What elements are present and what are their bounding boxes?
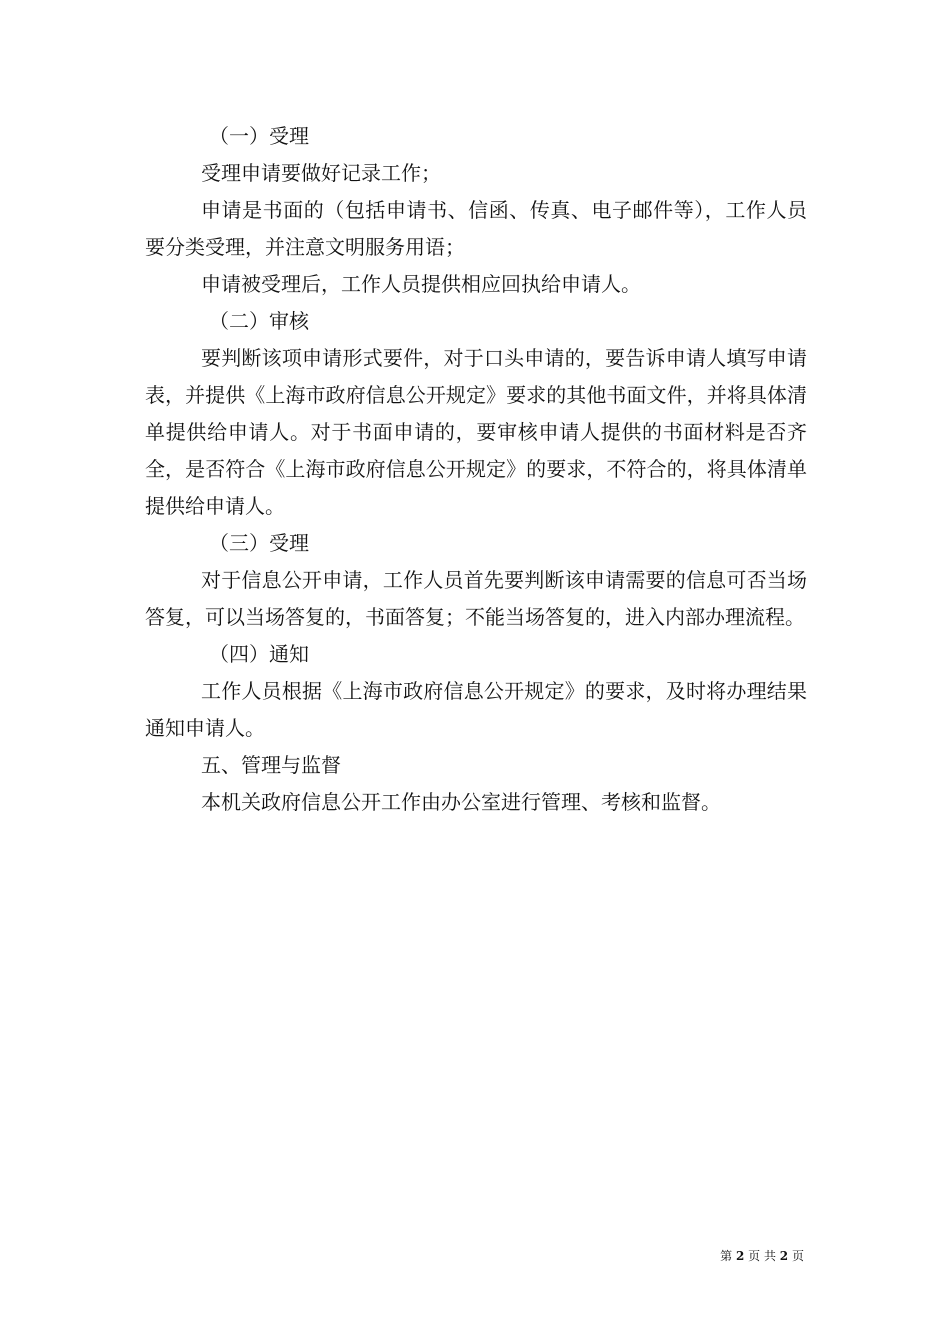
section-heading-2: （二）审核 [209, 309, 309, 333]
paragraph: 本机关政府信息公开工作由办公室进行管理、考核和监督。 [201, 790, 721, 814]
section-heading-1: （一）受理 [209, 124, 309, 148]
paragraph: 申请是书面的（包括申请书、信函、传真、电子邮件等），工作人员要分类受理，并注意文明服务用语； [145, 198, 807, 259]
footer-suffix: 页 [791, 1249, 804, 1263]
page-footer [720, 1248, 804, 1264]
paragraph: 申请被受理后，工作人员提供相应回执给申请人。 [201, 272, 641, 296]
footer-prefix: 第 [720, 1249, 733, 1263]
section-heading-5: 五、管理与监督 [201, 753, 341, 777]
section-heading-3: （三）受理 [209, 531, 309, 555]
paragraph: 工作人员根据《上海市政府信息公开规定》的要求，及时将办理结果通知申请人。 [145, 679, 807, 740]
paragraph: 受理申请要做好记录工作； [201, 161, 441, 185]
current-page-number: 2 [735, 1249, 745, 1263]
paragraph: 要判断该项申请形式要件，对于口头申请的，要告诉申请人填写申请表，并提供《上海市政府信息公开规定》要求的其他书面文件，并将具体清单提供给申请人。对于书面申请的，要审核申请人提供的书面材料是否齐全，是否符合《上海市政府信息公开规定》的要求，不符合的，将具体清单提供给申请人。 [145, 346, 807, 518]
section-heading-4: （四）通知 [209, 642, 309, 666]
total-page-number: 2 [779, 1249, 789, 1263]
document-body [145, 118, 807, 821]
paragraph: 对于信息公开申请，工作人员首先要判断该申请需要的信息可否当场答复，可以当场答复的，书面答复；不能当场答复的，进入内部办理流程。 [145, 568, 807, 629]
footer-middle: 页 共 [748, 1249, 776, 1263]
